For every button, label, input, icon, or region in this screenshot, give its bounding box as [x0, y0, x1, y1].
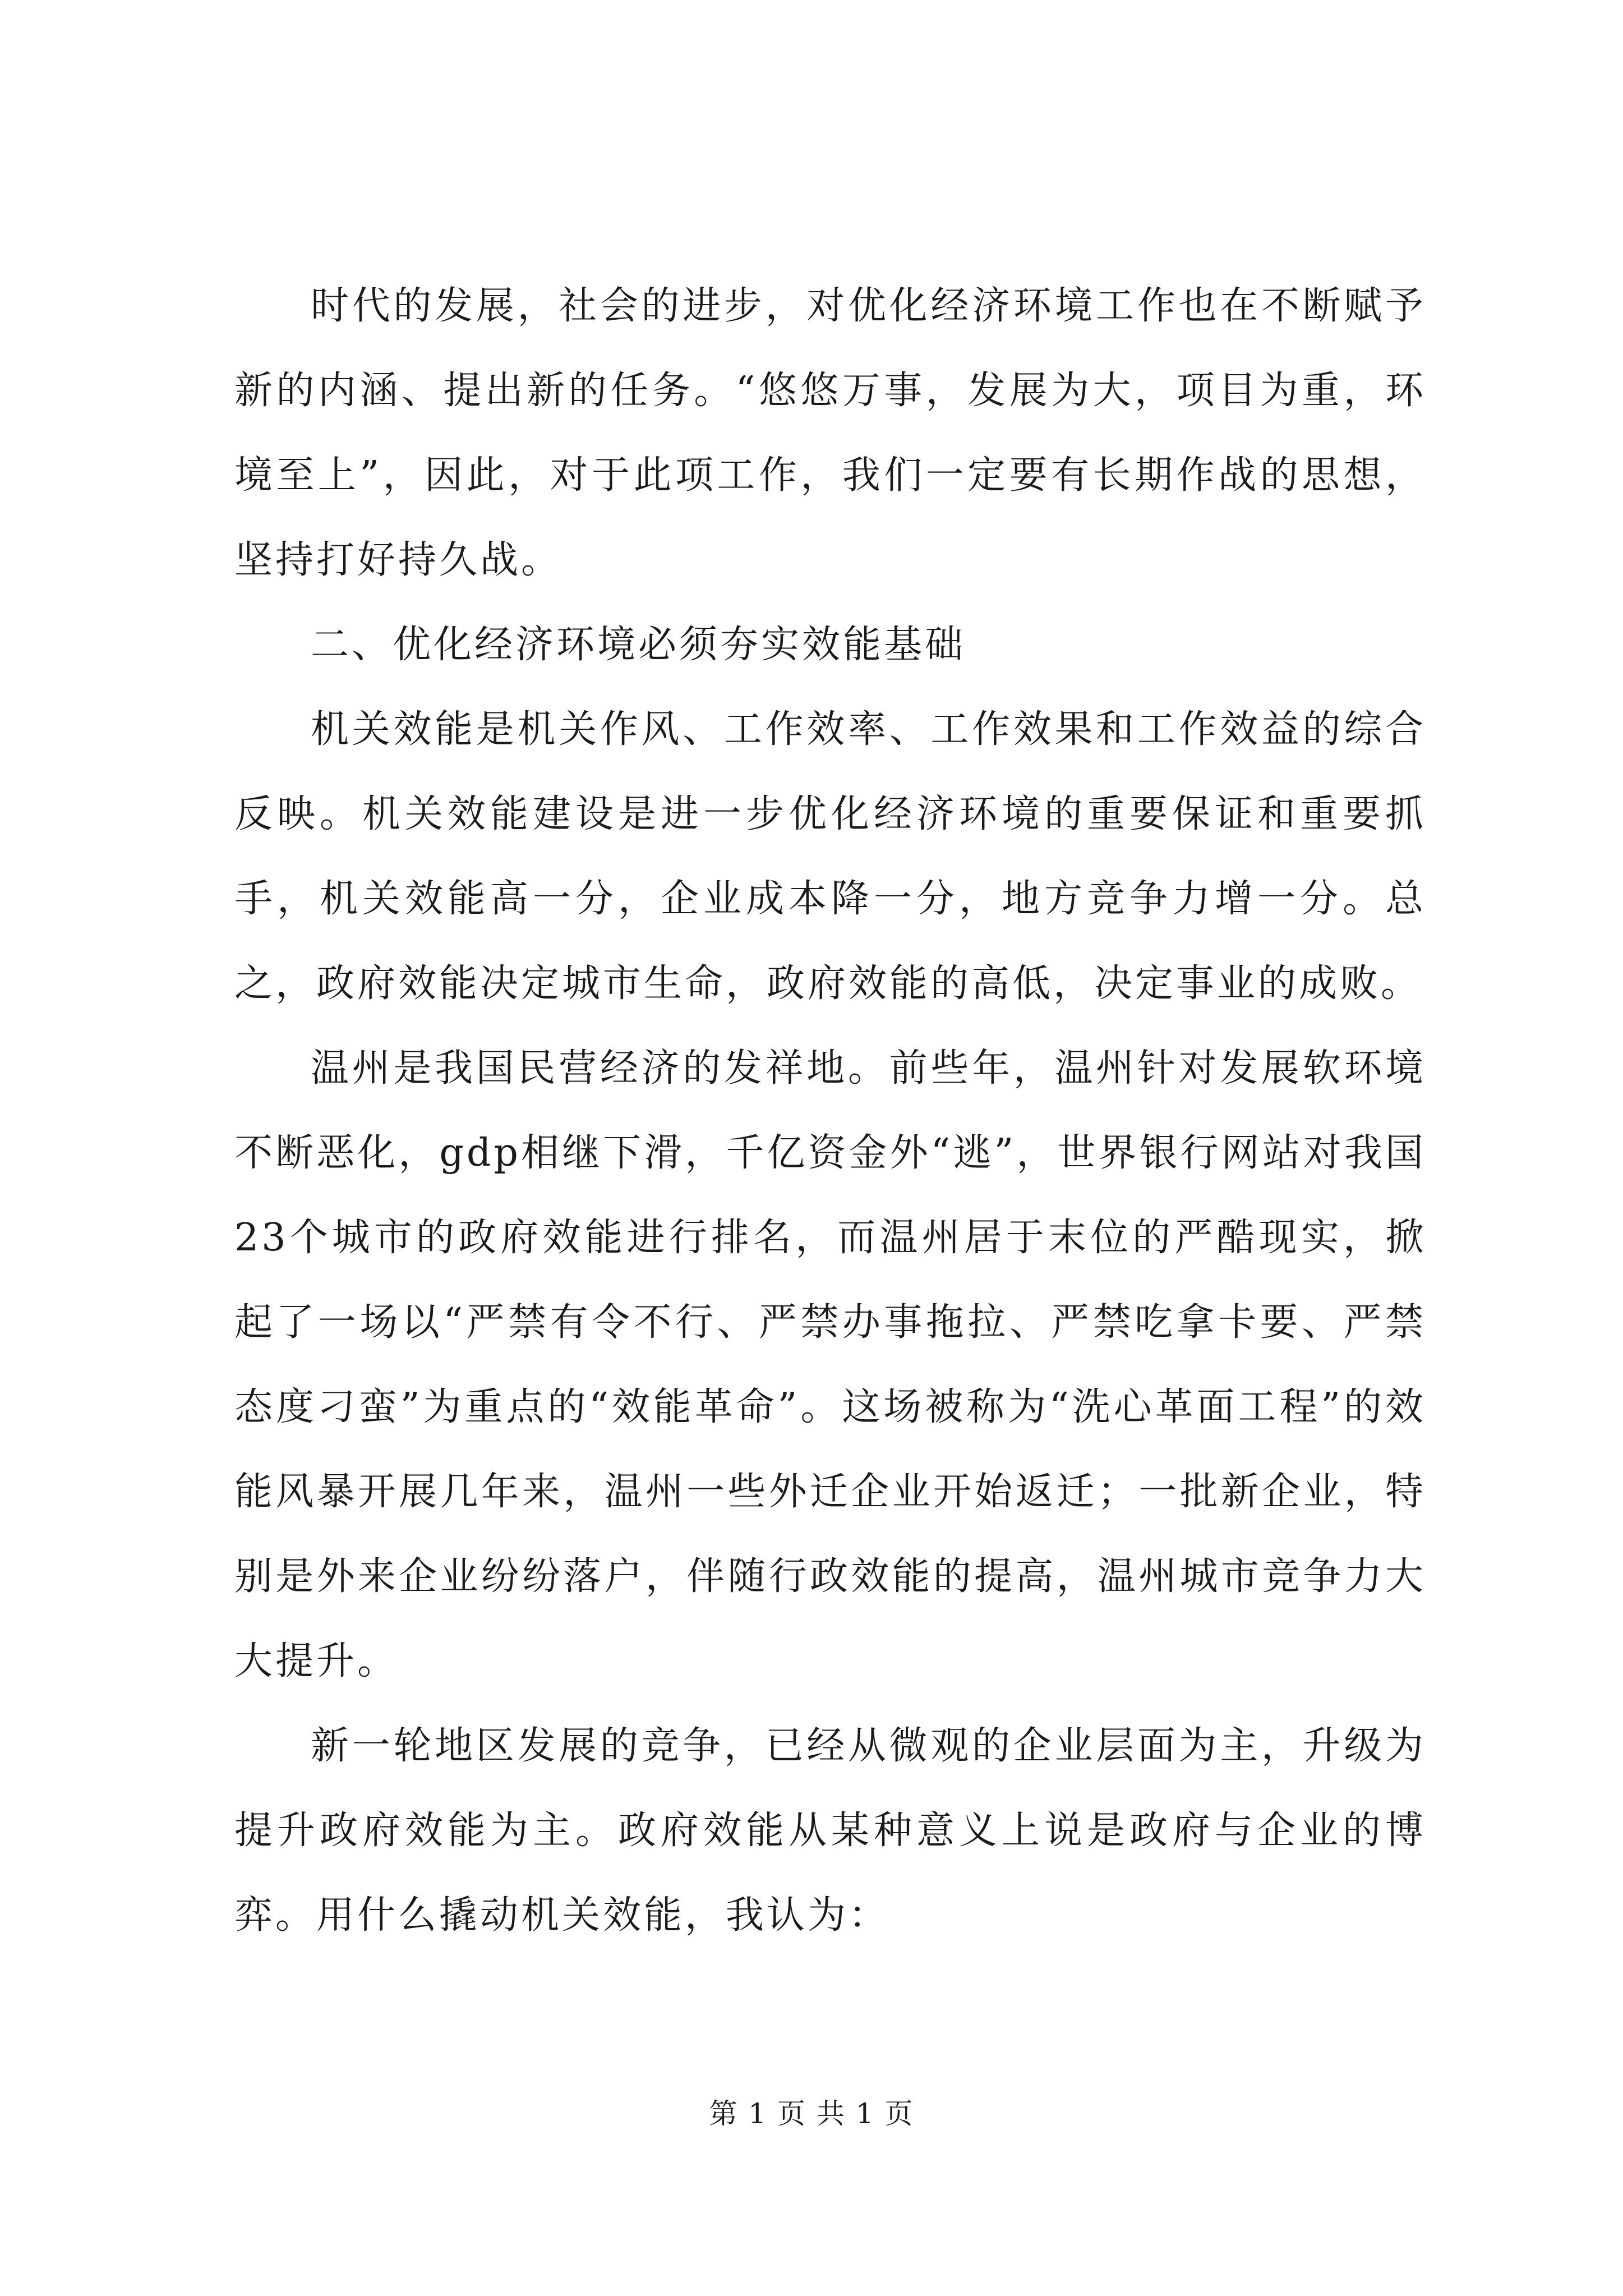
section-heading: 二、优化经济环境必须夯实效能基础 — [311, 623, 966, 667]
document-body — [234, 264, 1426, 1958]
paragraph-1: 时代的发展，社会的进步，对优化经济环境工作也在不断赋予新的内涵、提出新的任务。“悠悠万事，发展为大，项目为重，环境至上”，因此，对于此项工作，我们一定要有长期作战的思想，坚持打好持久战。 — [234, 284, 1426, 582]
paragraph-3: 温州是我国民营经济的发祥地。前些年，温州针对发展软环境不断恶化，gdp相继下滑，千亿资金外“逃”，世界银行网站对我国23个城市的政府效能进行排名，而温州居于末位的严酷现实，掀起了一场以“严禁有令不行、严禁办事拖拉、严禁吃拿卡要、严禁态度刁蛮”为重点的“效能革命”。这场被称为“洗心革面工程”的效能风暴开展几年来，温州一些外迁企业开始返迁；一批新企业，特别是外来企业纷纷落户，伴随行政效能的提高，温州城市竞争力大大提升。 — [234, 1046, 1426, 1683]
paragraph-2: 机关效能是机关作风、工作效率、工作效果和工作效益的综合反映。机关效能建设是进一步优化经济环境的重要保证和重要抓手，机关效能高一分，企业成本降一分，地方竞争力增一分。总之，政府效能决定城市生命，政府效能的高低，决定事业的成败。 — [234, 707, 1426, 1006]
page-footer: 第 1 页 共 1 页 — [709, 2097, 914, 2130]
paragraph-4: 新一轮地区发展的竞争，已经从微观的企业层面为主，升级为提升政府效能为主。政府效能从某种意义上说是政府与企业的博弈。用什么撬动机关效能，我认为： — [234, 1724, 1426, 1938]
